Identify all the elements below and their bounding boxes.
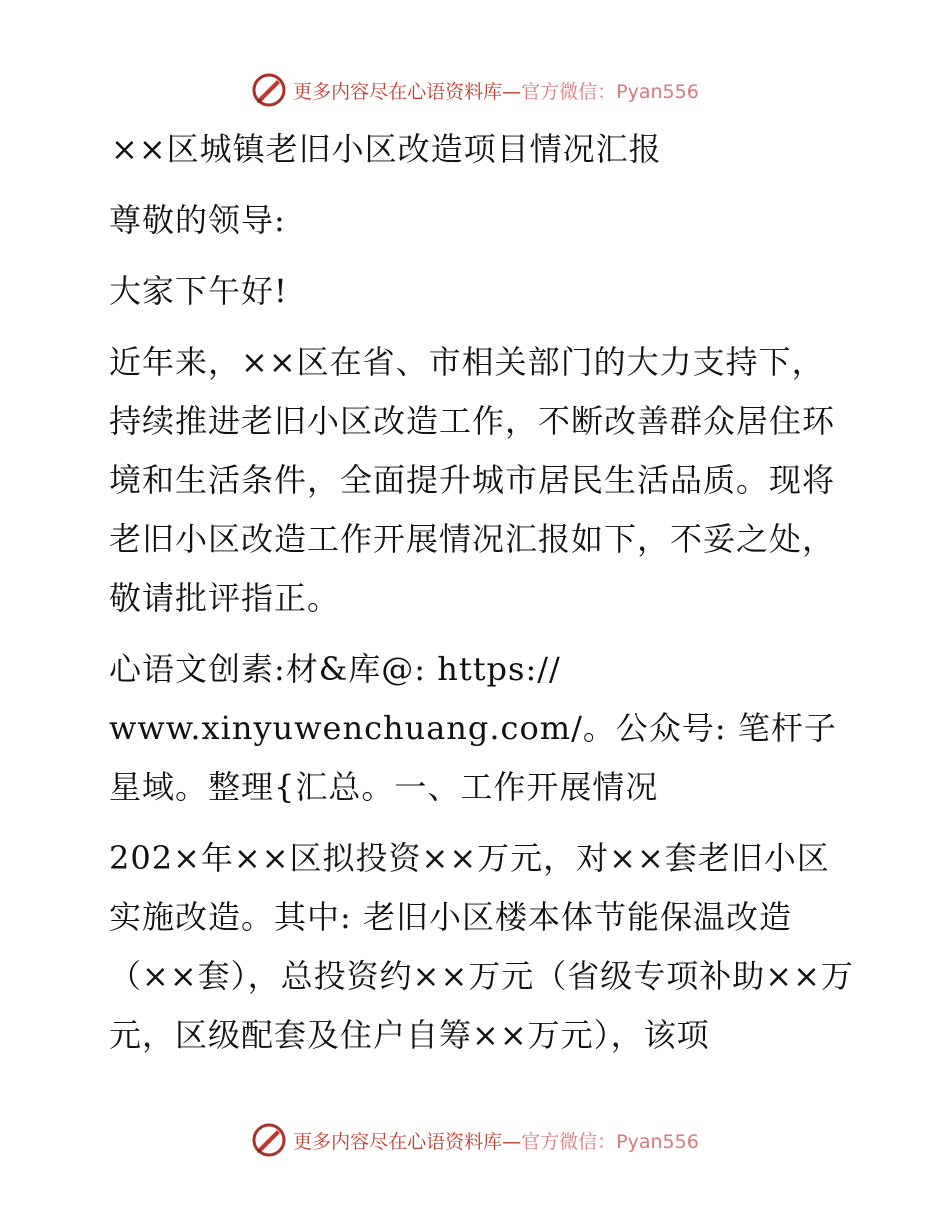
header-watermark-banner [0, 70, 950, 110]
greeting: 大家下午好! [109, 272, 288, 310]
banner-wechat: 官方微信：Pyan556 [521, 80, 699, 103]
footer-watermark-banner [0, 1120, 950, 1160]
salutation: 尊敬的领导: [109, 201, 286, 239]
paragraph-source: 心语文创素:材&库@: https:// www.xinyuwenchuang.com/。公众号: 笔杆子星域。整理{汇总。一、工作开展情况 [109, 650, 837, 806]
paragraph-intro: 近年来，××区在省、市相关部门的大力支持下，持续推进老旧小区改造工作，不断改善群众居住环境和生活条件，全面提升城市居民生活品质。现将老旧小区改造工作开展情况汇报如下，不妥之处，敬请批评指正。 [109, 343, 836, 617]
pen-logo-icon [251, 1122, 287, 1158]
paragraph-work: 202×年××区拟投资××万元，对××套老旧小区实施改造。其中: 老旧小区楼本体节能保温改造（××套），总投资约××万元（省级专项补助××万元，区级配套及住户自筹××万元），该项 [109, 839, 854, 1054]
document-body [97, 120, 857, 1077]
pen-logo-icon [251, 72, 287, 108]
banner-text: 更多内容尽在心语资料库— [293, 1130, 522, 1153]
document-title: ××区城镇老旧小区改造项目情况汇报 [111, 130, 662, 168]
banner-text: 更多内容尽在心语资料库— [293, 80, 522, 103]
banner-wechat: 官方微信：Pyan556 [521, 1130, 699, 1153]
